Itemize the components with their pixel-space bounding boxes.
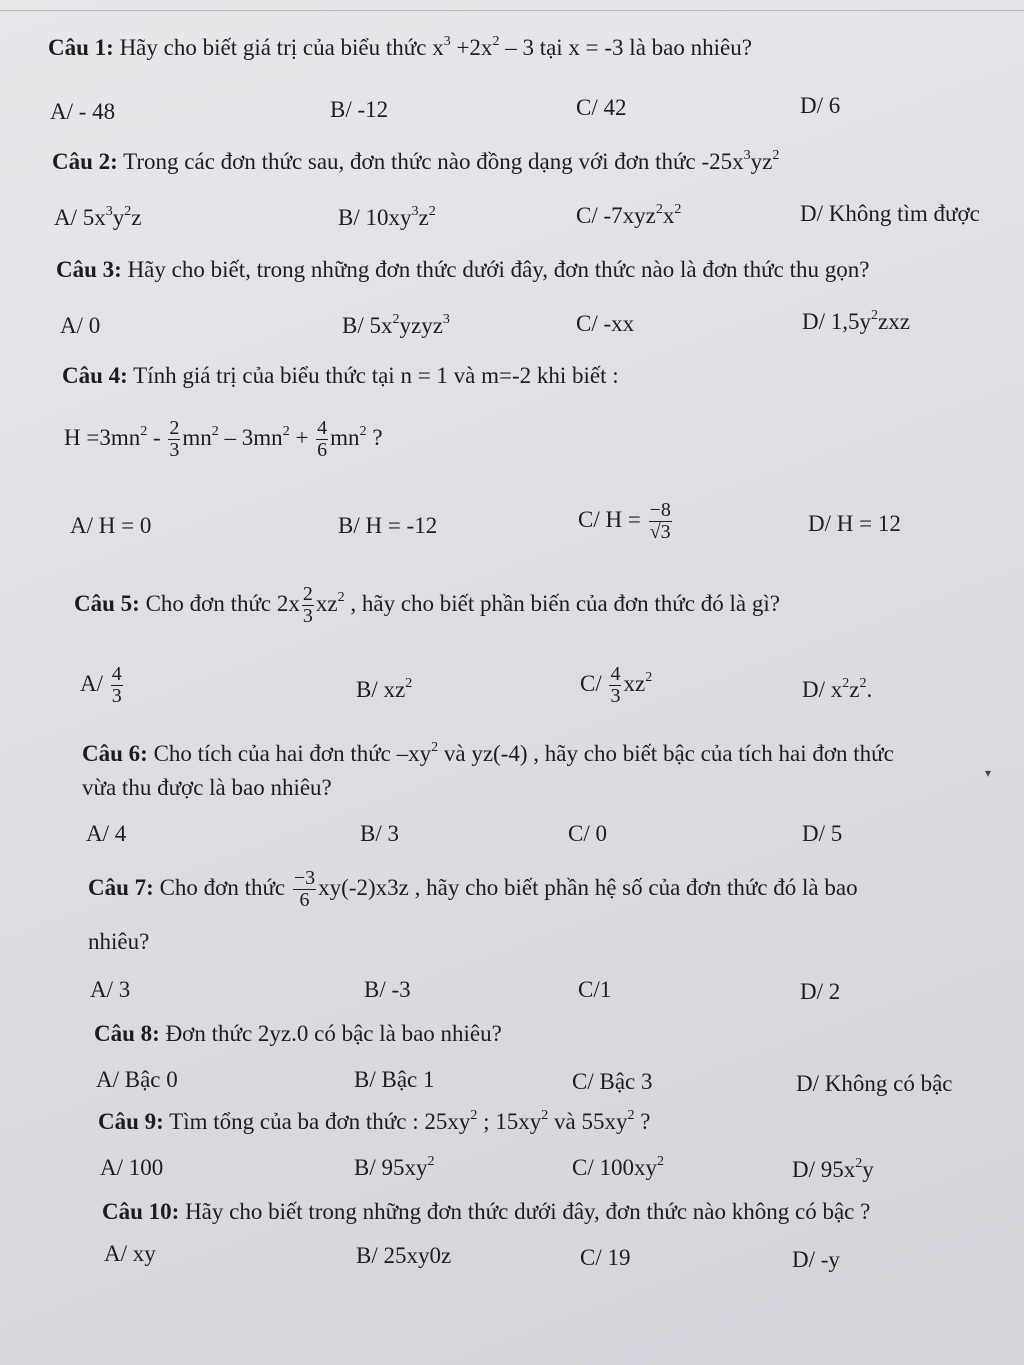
q1-option-a[interactable]: A/ - 48 (50, 99, 116, 124)
q1-option-b[interactable]: B/ -12 (330, 97, 389, 122)
fraction: $\frac{-8}{√3}$ (649, 499, 671, 543)
q10-option-c[interactable]: C/ 19 (580, 1245, 631, 1270)
q3-option-b[interactable]: B/ $5x^2yzyz^3$ (342, 312, 450, 338)
fraction: $\frac{2}{3}$ (169, 417, 180, 461)
question-1: Câu 1: Hãy cho biết giá trị của biểu thức $x^3 +2x^2 - 3$ tại x = -3 là bao nhiêu? (48, 34, 752, 60)
q10-option-d[interactable]: D/ -y (792, 1247, 840, 1272)
question-6: Câu 6: Cho tích của hai đơn thức $-xy^2$ và yz(-4) , hãy cho biết bậc của tích hai đơn thức (82, 740, 894, 766)
q5-option-d[interactable]: D/ $x^2z^2$. (802, 676, 873, 702)
q6-option-a[interactable]: A/ 4 (86, 821, 127, 846)
q4-option-d[interactable]: D/ H = 12 (808, 511, 901, 536)
q7-option-a[interactable]: A/ 3 (90, 977, 131, 1002)
page-top-edge (0, 10, 1024, 11)
q6-option-b[interactable]: B/ 3 (360, 821, 399, 846)
question-10: Câu 10: Hãy cho biết trong những đơn thức dưới đây, đơn thức nào không có bậc ? (102, 1199, 871, 1224)
fraction: $\frac{4}{3}$ (111, 663, 122, 707)
q4-expression: $H =3mn^2$ - $\frac{2}{3}$ $mn^2 - 3mn^2$ + $\frac{4}{6}$ $mn^2$ ? (64, 417, 383, 461)
q2-option-c[interactable]: C/ $-7xyz^2x^2$ (576, 202, 682, 228)
q10-option-b[interactable]: B/ 25xy0z (356, 1243, 452, 1268)
question-5: Câu 5: Cho đơn thức 2x $\frac{2}{3}$ $xz^2$ , hãy cho biết phần biến của đơn thức đó là gì? (74, 583, 780, 627)
q5-option-a[interactable]: A/ $\frac{4}{3}$ (80, 663, 122, 707)
question-8: Câu 8: Đơn thức 2yz.0 có bậc là bao nhiêu? (94, 1021, 502, 1046)
q6-option-d[interactable]: D/ 5 (802, 821, 843, 846)
q8-option-c[interactable]: C/ Bậc 3 (572, 1069, 653, 1094)
q2-option-d[interactable]: D/ Không tìm được (800, 201, 980, 226)
q4-option-a[interactable]: A/ H = 0 (70, 513, 152, 538)
question-2: Câu 2: Trong các đơn thức sau, đơn thức nào đồng dạng với đơn thức $-25x^3yz^2$ (52, 148, 780, 174)
question-label: Câu 1: (48, 35, 114, 60)
q4-option-c[interactable]: C/ H = $\frac{-8}{√3}$ (578, 499, 671, 543)
q5-option-b[interactable]: B/ $xz^2$ (356, 676, 413, 702)
q3-option-a[interactable]: A/ 0 (60, 313, 101, 338)
q4-option-b[interactable]: B/ H = -12 (338, 513, 438, 538)
q9-option-d[interactable]: D/ $95x^2y$ (792, 1156, 874, 1182)
fraction: $\frac{4}{3}$ (610, 663, 621, 707)
q2-option-a[interactable]: A/ $5x^3y^2z$ (54, 204, 142, 230)
q3-option-d[interactable]: D/ $1,5y^2zxz$ (802, 308, 910, 334)
q1-option-c[interactable]: C/ 42 (576, 95, 627, 120)
q10-option-a[interactable]: A/ xy (104, 1241, 156, 1266)
small-mark-icon: ▾ (985, 766, 992, 780)
q8-option-d[interactable]: D/ Không có bậc (796, 1071, 953, 1096)
question-3: Câu 3: Hãy cho biết, trong những đơn thức dưới đây, đơn thức nào là đơn thức thu gọn? (56, 257, 870, 282)
q1-option-d[interactable]: D/ 6 (800, 93, 841, 118)
fraction: $\frac{2}{3}$ (302, 583, 313, 627)
q8-option-b[interactable]: B/ Bậc 1 (354, 1067, 435, 1092)
q3-option-c[interactable]: C/ -xx (576, 311, 635, 336)
q9-option-c[interactable]: C/ $100xy^2$ (572, 1154, 664, 1180)
q5-option-c[interactable]: C/ $\frac{4}{3}$ $xz^2$ (580, 663, 653, 707)
q2-option-b[interactable]: B/ $10xy^3z^2$ (338, 204, 436, 230)
question-7-line-2: nhiêu? (88, 929, 150, 954)
fraction: $\frac{-3}{6}$ (293, 867, 316, 911)
q6-option-c[interactable]: C/ 0 (568, 821, 607, 846)
question-4: Câu 4: Tính giá trị của biểu thức tại n = 1 và m=-2 khi biết : (62, 363, 619, 388)
question-9: Câu 9: Tìm tổng của ba đơn thức : $25xy^2$ ; $15xy^2$ và $55xy^2$ ? (98, 1108, 651, 1134)
q9-option-a[interactable]: A/ 100 (100, 1155, 164, 1180)
q8-option-a[interactable]: A/ Bậc 0 (96, 1067, 178, 1092)
fraction: $\frac{4}{6}$ (317, 417, 328, 461)
question-6-line-2: vừa thu được là bao nhiêu? (82, 775, 332, 800)
question-7: Câu 7: Cho đơn thức $\frac{-3}{6}$ xy(-2)x3z , hãy cho biết phần hệ số của đơn thức đó là bao (88, 867, 858, 911)
q7-option-c[interactable]: C/1 (578, 977, 612, 1002)
q7-option-b[interactable]: B/ -3 (364, 977, 411, 1002)
q7-option-d[interactable]: D/ 2 (800, 979, 841, 1004)
q9-option-b[interactable]: B/ $95xy^2$ (354, 1154, 435, 1180)
